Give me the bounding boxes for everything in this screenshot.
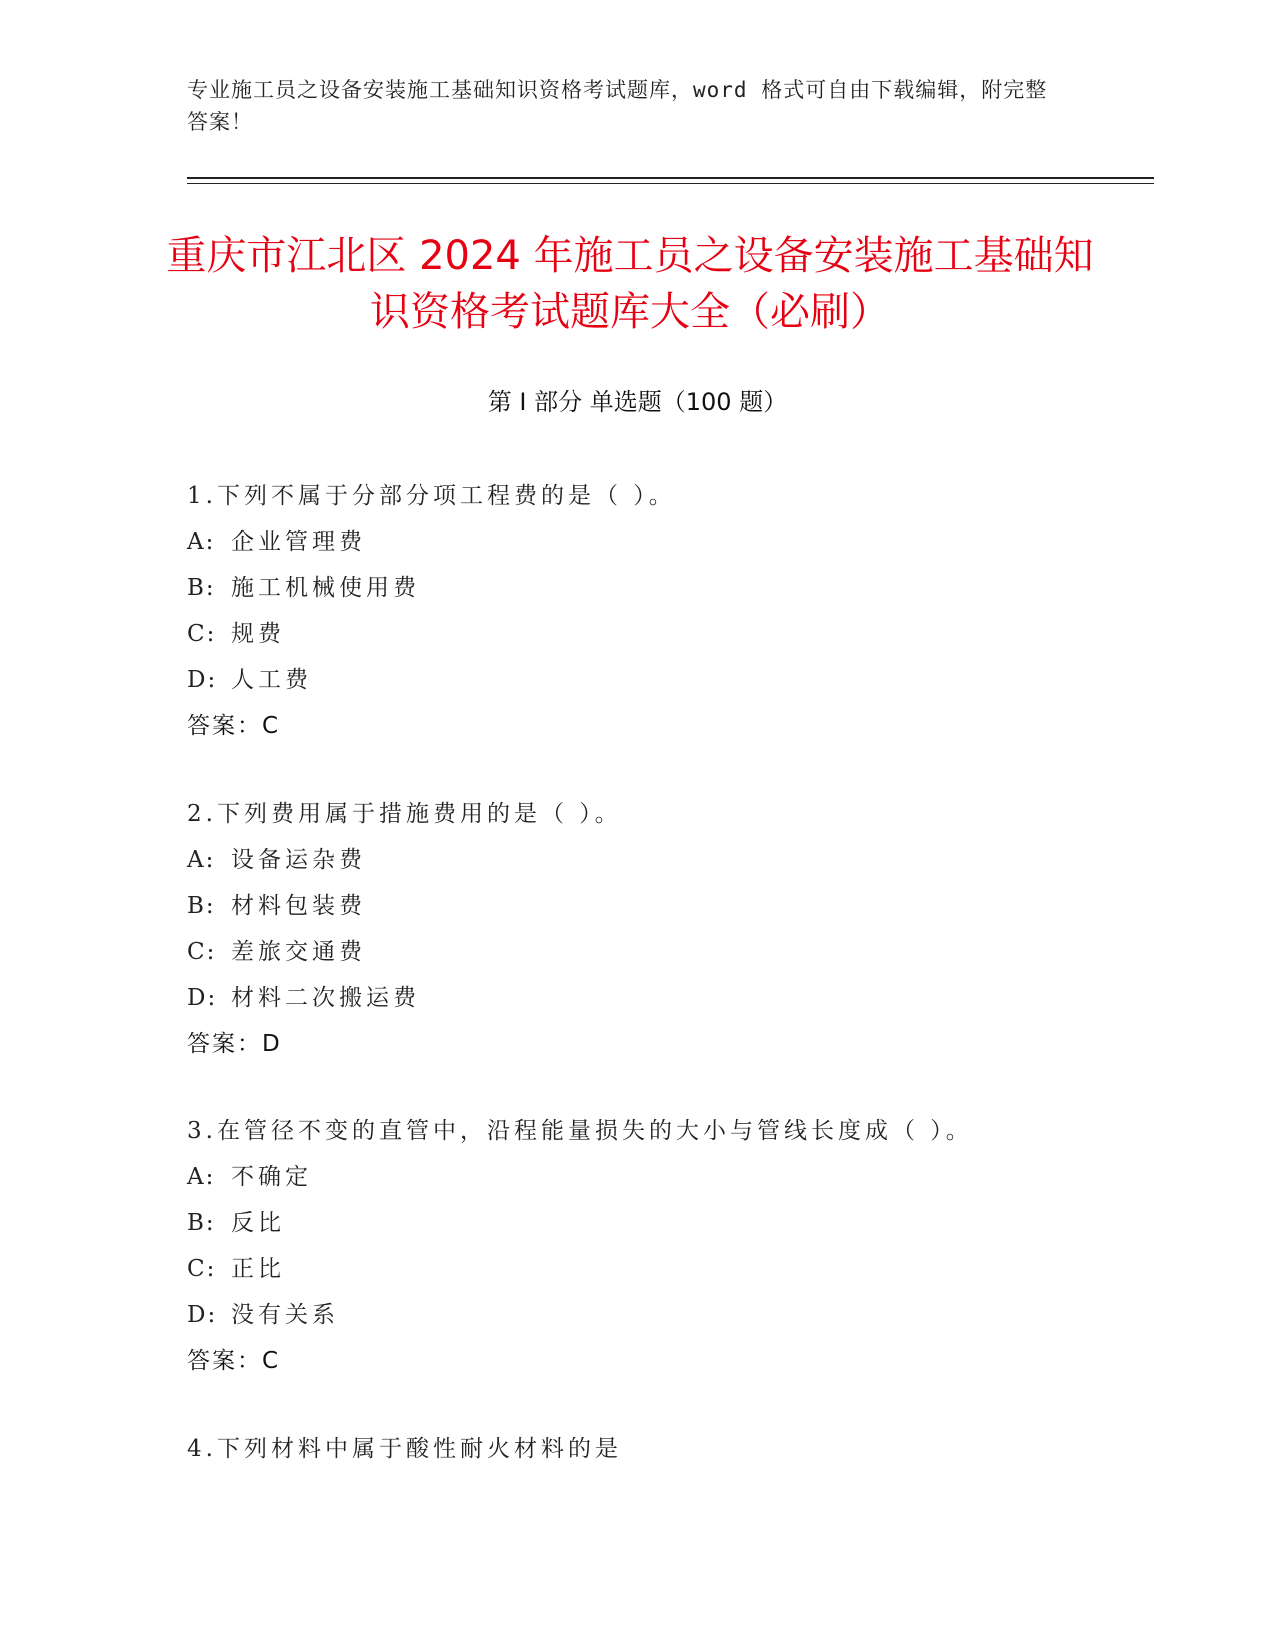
answer-line: 答案：D (187, 1031, 282, 1057)
option-a (187, 519, 1147, 565)
answer-line: 答案：C (187, 1348, 281, 1374)
header-rule-thick (187, 177, 1154, 179)
option-letter: B: (187, 893, 216, 919)
question-stem: 1.下列不属于分部分项工程费的是（ ）。 (187, 483, 676, 509)
option-a (187, 1154, 1147, 1200)
option-letter: B: (187, 575, 216, 601)
option-letter: D: (187, 985, 218, 1011)
option-b (187, 883, 1147, 929)
question-3 (187, 1108, 1147, 1384)
option-a (187, 837, 1147, 883)
question-2 (187, 791, 1147, 1067)
option-text: 没有关系 (231, 1302, 339, 1328)
question-stem: 3.在管径不变的直管中，沿程能量损失的大小与管线长度成（ ）。 (187, 1118, 973, 1144)
question-stem: 2.下列费用属于措施费用的是（ ）。 (187, 801, 622, 827)
option-text: 不确定 (231, 1164, 312, 1190)
header-note: 专业施工员之设备安装施工基础知识资格考试题库，word 格式可自由下载编辑，附完整答案！ (187, 78, 1048, 134)
option-text: 设备运杂费 (231, 847, 366, 873)
option-d (187, 1292, 1147, 1338)
option-letter: A: (187, 1164, 216, 1190)
option-letter: C: (187, 1256, 217, 1282)
option-letter: A: (187, 529, 216, 555)
document-title: 重庆市江北区 2024 年施工员之设备安装施工基础知识资格考试题库大全（必刷） (166, 233, 1094, 335)
option-text: 企业管理费 (231, 529, 366, 555)
option-text: 人工费 (231, 667, 312, 693)
option-letter: C: (187, 939, 217, 965)
option-text: 差旅交通费 (231, 939, 366, 965)
option-b (187, 1200, 1147, 1246)
option-text: 材料包装费 (231, 893, 366, 919)
option-letter: B: (187, 1210, 216, 1236)
question-4 (187, 1426, 1147, 1472)
question-stem: 4.下列材料中属于酸性耐火材料的是 (187, 1436, 622, 1462)
option-letter: D: (187, 667, 218, 693)
option-c (187, 929, 1147, 975)
option-text: 材料二次搬运费 (231, 985, 420, 1011)
header-rule-thin (187, 183, 1154, 184)
option-letter: D: (187, 1302, 218, 1328)
option-b (187, 565, 1147, 611)
option-d (187, 657, 1147, 703)
option-text: 正比 (231, 1256, 285, 1282)
option-letter: C: (187, 621, 217, 647)
option-text: 规费 (231, 621, 285, 647)
option-text: 反比 (231, 1210, 285, 1236)
option-letter: A: (187, 847, 216, 873)
section-title: 第 I 部分 单选题（100 题） (487, 388, 788, 416)
option-c (187, 1246, 1147, 1292)
option-text: 施工机械使用费 (231, 575, 420, 601)
answer-line: 答案：C (187, 713, 281, 739)
option-c (187, 611, 1147, 657)
question-1 (187, 473, 1147, 749)
option-d (187, 975, 1147, 1021)
